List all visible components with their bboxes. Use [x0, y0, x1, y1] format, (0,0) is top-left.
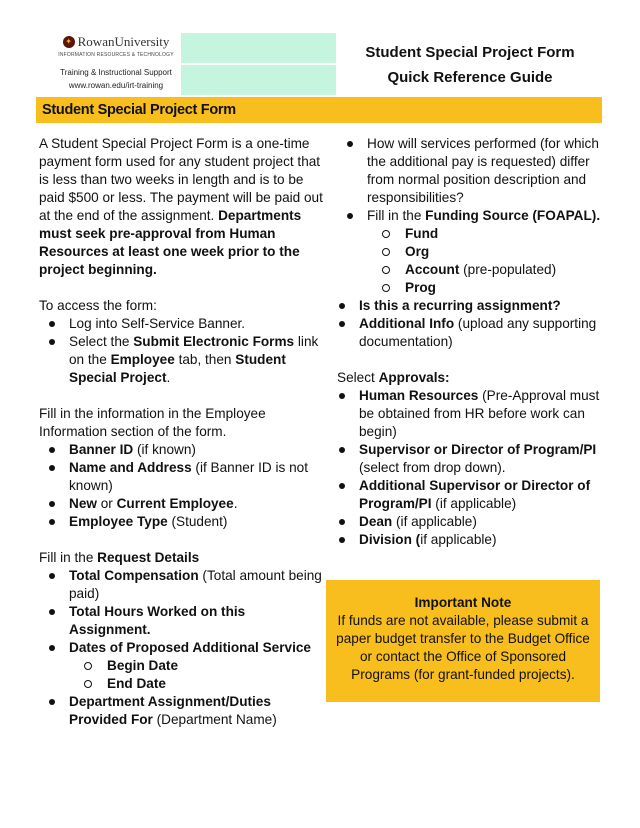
title-line-1: Student Special Project Form — [365, 44, 575, 61]
list-item: Dates of Proposed Additional Service Begin Date End Date — [39, 639, 323, 693]
sub-item: Org — [367, 243, 602, 261]
access-list — [39, 315, 323, 387]
note-title: Important Note — [414, 595, 512, 610]
list-item: New or Current Employee. — [39, 495, 323, 513]
access-heading: To access the form: — [39, 298, 157, 313]
list-item: Human Resources (Pre-Approval must be obtained from HR before work can begin) — [329, 387, 602, 441]
list-item: How will services performed (for which the additional pay is requested) differ from normal position description and responsibilities? — [337, 135, 602, 207]
list-item: Name and Address (if Banner ID is not known) — [39, 459, 323, 495]
list-item: Total Hours Worked on this Assignment. — [39, 603, 323, 639]
foapal-sublist — [367, 225, 602, 297]
list-item: Division (if applicable) — [329, 531, 602, 549]
intro-text: A Student Special Project Form is a one-time payment form used for any student project that is less than two weeks in length and is to be paid $500 or less. The payment will be paid out at the end of the assignment. — [39, 136, 323, 223]
left-column — [39, 135, 323, 729]
important-note — [326, 580, 600, 702]
request-list — [39, 567, 323, 729]
logo-subtitle: INFORMATION RESOURCES & TECHNOLOGY — [58, 52, 174, 58]
right-column — [337, 135, 602, 549]
list-item: Log into Self-Service Banner. — [39, 315, 323, 333]
rowan-logo — [52, 34, 180, 90]
list-item: Is this a recurring assignment? — [329, 297, 602, 315]
approvals-list — [329, 387, 602, 549]
sub-item: End Date — [69, 675, 323, 693]
header-box-top — [181, 33, 336, 63]
title-line-2: Quick Reference Guide — [387, 69, 553, 86]
sub-item: Fund — [367, 225, 602, 243]
list-item: Fill in the Funding Source (FOAPAL). Fund Org Account (pre-populated) Prog — [337, 207, 602, 297]
info-heading: Fill in the information in the Employee Information section of the form. — [39, 406, 266, 439]
sub-item: Account (pre-populated) — [367, 261, 602, 279]
page-title — [340, 40, 600, 90]
list-item: Supervisor or Director of Program/PI (select from drop down). — [329, 441, 602, 477]
department-url: www.rowan.edu/irt-training — [68, 81, 164, 90]
list-item: Department Assignment/Duties Provided For (Department Name) — [39, 693, 323, 729]
section-title: Student Special Project Form — [36, 97, 602, 123]
list-item: Total Compensation (Total amount being paid) — [39, 567, 323, 603]
list-item: Dean (if applicable) — [329, 513, 602, 531]
list-item: Employee Type (Student) — [39, 513, 323, 531]
intro-paragraph — [39, 135, 323, 279]
approvals-heading: Select Approvals: — [337, 370, 450, 385]
rowan-seal-icon: ✦ — [63, 36, 75, 48]
department-name: Training & Instructional Support — [60, 68, 172, 77]
list-item: Additional Info (upload any supporting documentation) — [329, 315, 602, 351]
services-list — [337, 135, 602, 297]
list-item: Additional Supervisor or Director of Program/PI (if applicable) — [329, 477, 602, 513]
sub-item: Prog — [367, 279, 602, 297]
list-item: Banner ID (if known) — [39, 441, 323, 459]
header-box-bottom — [181, 65, 336, 95]
extra-list — [329, 297, 602, 351]
logo-name: RowanUniversity — [77, 34, 170, 49]
dates-sublist — [69, 657, 323, 693]
note-body: If funds are not available, please submit a paper budget transfer to the Budget Office or contact the Office of Sponsored Programs (for grant-funded projects). — [336, 613, 590, 682]
request-heading: Fill in the Request Details — [39, 550, 200, 565]
list-item: Select the Submit Electronic Forms link on the Employee tab, then Student Special Project. — [39, 333, 323, 387]
info-list — [39, 441, 323, 531]
sub-item: Begin Date — [69, 657, 323, 675]
intro-bold-text: Departments must seek pre-approval from Human Resources at least one week prior to the project beginning. — [39, 208, 302, 277]
